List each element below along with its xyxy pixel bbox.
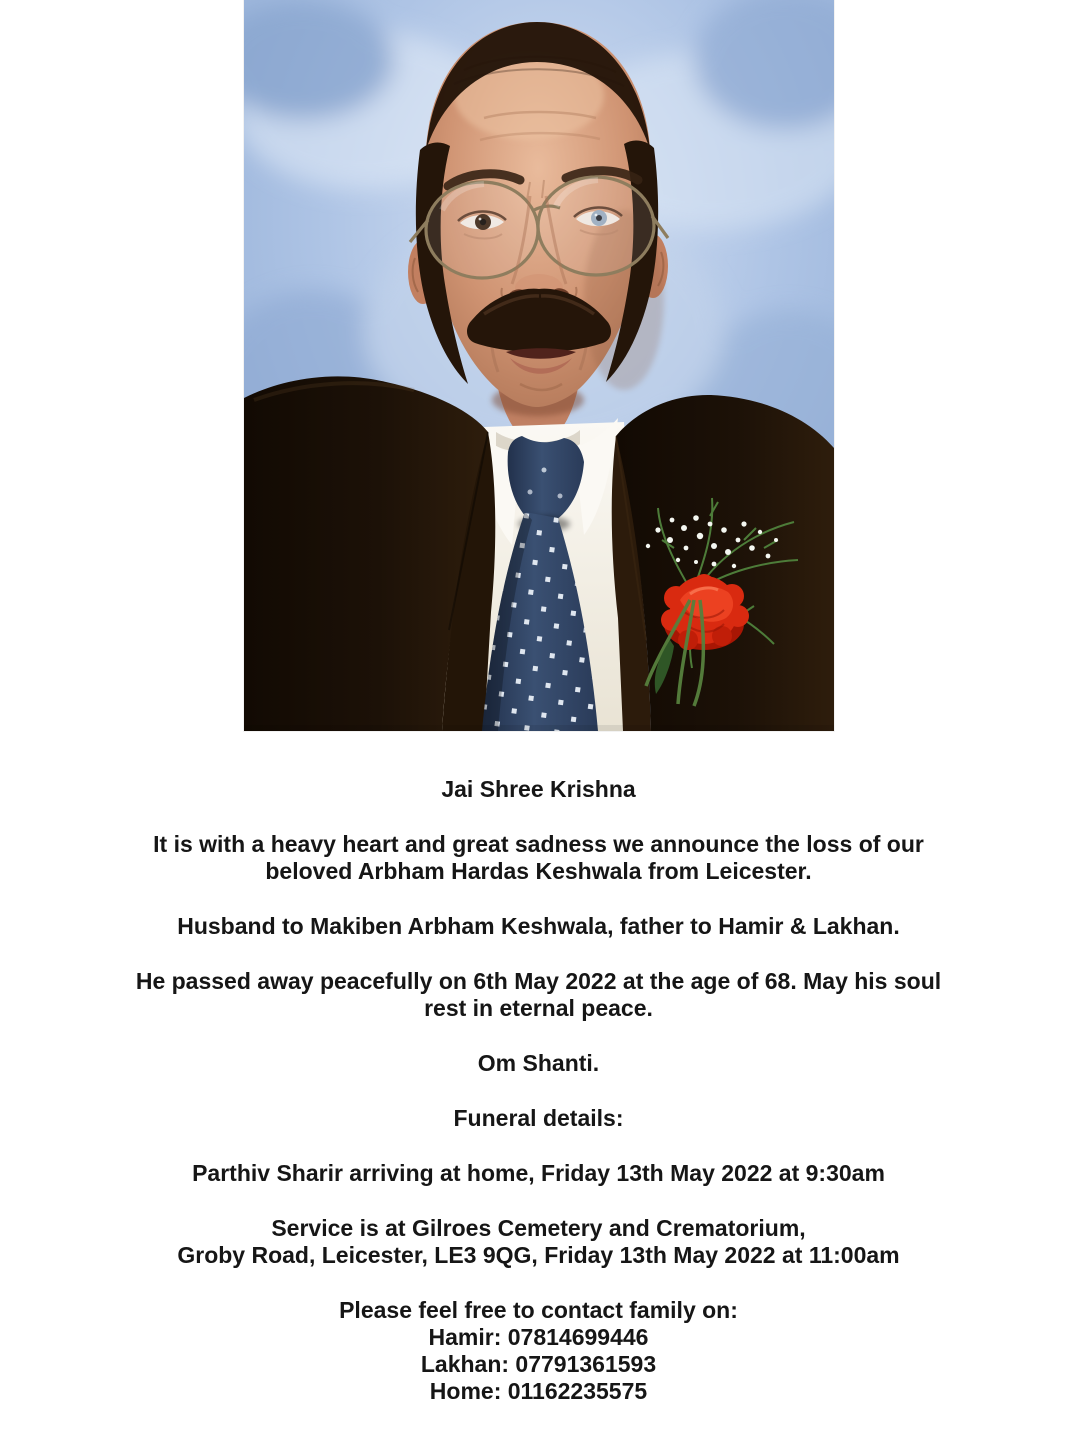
announcement-line: Husband to Makiben Arbham Keshwala, father to Hamir & Lakhan. (177, 913, 900, 939)
photo-bottom-edge (244, 725, 834, 731)
contact-phone-line: Hamir: 07814699446 (428, 1324, 649, 1350)
announcement-line: It is with a heavy heart and great sadness we announce the loss of our (153, 831, 924, 857)
announcement-line: Parthiv Sharir arriving at home, Friday 13th May 2022 at 9:30am (192, 1160, 885, 1186)
contact-phone-line: Lakhan: 07791361593 (420, 1351, 657, 1377)
salutation-line: Jai Shree Krishna (441, 776, 636, 802)
funeral-details-heading (0, 1105, 1077, 1132)
service-details (0, 1215, 1077, 1269)
announcement-line: beloved Arbham Hardas Keshwala from Leicester. (265, 858, 812, 884)
family-relations (0, 913, 1077, 940)
announcement-line: He passed away peacefully on 6th May 2022 at the age of 68. May his soul (135, 968, 942, 994)
home-arrival-details (0, 1160, 1077, 1187)
portrait-photo-svg (244, 0, 834, 731)
announcement-line: Groby Road, Leicester, LE3 9QG, Friday 13th May 2022 at 11:00am (177, 1242, 900, 1268)
salutation (0, 776, 1077, 803)
loss-announcement (0, 831, 1077, 885)
om-shanti (0, 1050, 1077, 1077)
announcement-line: rest in eternal peace. (424, 995, 653, 1021)
contact-intro-line: Please feel free to contact family on: (339, 1297, 738, 1323)
contact-phone-line: Home: 01162235575 (429, 1378, 648, 1404)
passing-details (0, 968, 1077, 1022)
announcement-line: Service is at Gilroes Cemetery and Crematorium, (271, 1215, 806, 1241)
portrait-photo (244, 0, 834, 731)
announcement-line: Om Shanti. (477, 1050, 600, 1076)
announcement-line: Funeral details: (453, 1105, 624, 1131)
contact-details (0, 1297, 1077, 1405)
announcement-text (0, 776, 1077, 1405)
